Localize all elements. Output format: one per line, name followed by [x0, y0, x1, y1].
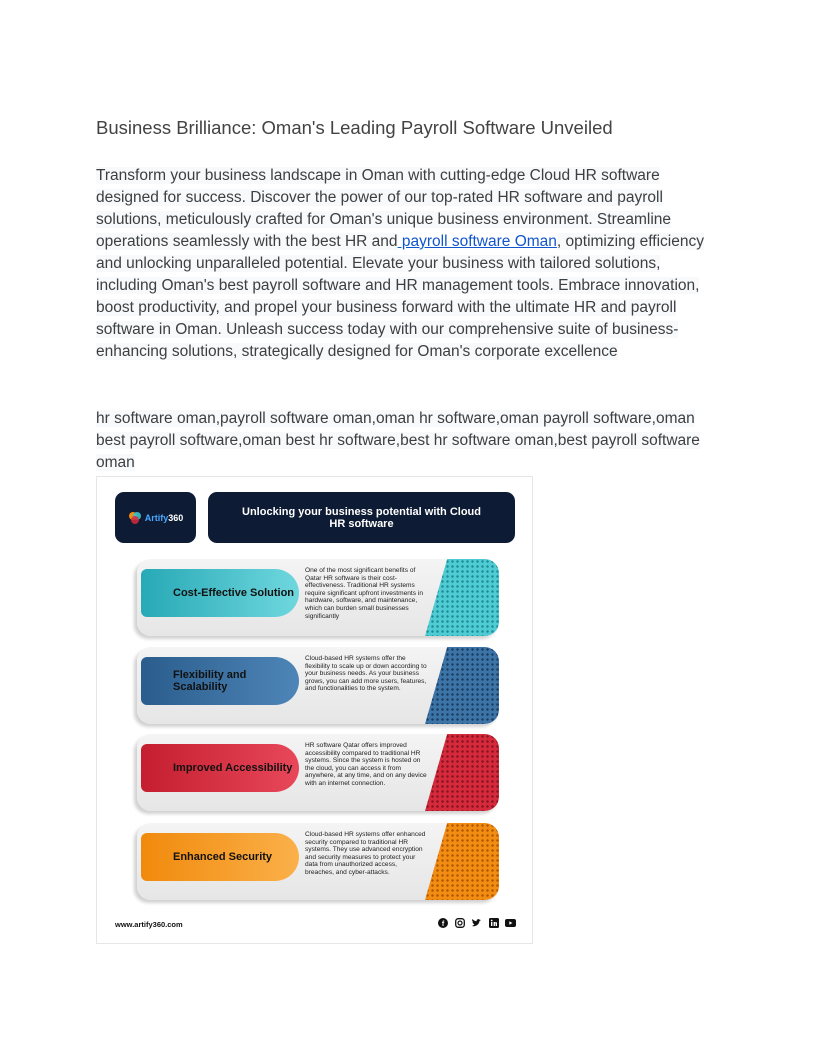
card-heading-pill: [141, 569, 299, 617]
card-heading-pill: [141, 744, 299, 792]
card-cost-effective: [137, 559, 499, 636]
svg-text:f: f: [441, 920, 444, 928]
card-heading: Enhanced Security: [173, 851, 273, 863]
footer-url: www.artify360.com: [115, 920, 183, 929]
instagram-icon: [454, 917, 465, 928]
social-icons: [437, 917, 516, 928]
logo-prefix: Artify: [144, 512, 169, 523]
card-heading: Flexibility and Scalability: [173, 669, 247, 693]
facebook-icon: [437, 917, 448, 928]
dotted-swatch: [425, 823, 499, 900]
card-heading: Improved Accessibility: [173, 762, 293, 774]
banner-text: Unlocking your business potential with Cloud HR software: [242, 505, 481, 530]
youtube-icon: [505, 917, 516, 928]
keywords-paragraph: [96, 408, 726, 474]
dotted-swatch: [425, 734, 499, 811]
card-description: HR software Qatar offers improved accessibility compared to traditional HR systems. Since the system is hosted on the cloud, you can access it from anywhere, at any time, and on any device with an internet connection.: [305, 742, 427, 787]
card-description: Cloud-based HR systems offer enhanced security compared to traditional HR systems. They use advanced encryption and security measures to protect your data from unauthorized access, breaches, and cyber-attacks.: [305, 831, 426, 876]
card-heading-pill: [141, 657, 299, 705]
card-accessibility: [137, 734, 499, 811]
artify360-logo: [115, 492, 196, 543]
card-heading-pill: [141, 833, 299, 881]
card-heading: Cost-Effective Solution: [173, 587, 295, 599]
logo-swirl-icon: [128, 511, 142, 525]
dotted-swatch: [425, 559, 499, 636]
dotted-swatch: [425, 647, 499, 724]
card-flexibility: [137, 647, 499, 724]
card-description: Cloud-based HR systems offer the flexibility to scale up or down according to your business needs. As your business grows, you can add more users, features, and functionalities to the system.: [305, 655, 427, 693]
infographic-banner: [208, 492, 515, 543]
page-title: Business Brilliance: Oman's Leading Payroll Software Unveiled: [96, 117, 613, 138]
twitter-icon: [471, 917, 482, 928]
card-security: [137, 823, 499, 900]
intro-text-start: Transform your business landscape in Oman with cutting-edge Cloud HR software designed for success. Discover the power of our top-rated HR software and payroll solutions, meticulously crafted for Oman's unique business environment. Streamline operations seamlessly with the best HR and: [96, 167, 672, 250]
payroll-software-oman-link[interactable]: payroll software Oman: [397, 233, 557, 250]
infographic-image: [96, 476, 533, 944]
linkedin-icon: [488, 917, 499, 928]
intro-text-end: , optimizing efficiency and unlocking unparalleled potential. Elevate your business with tailored solutions, including Oman's best payroll software and HR management tools. Embrace innovation, boost productivity, and propel your business forward with the ultimate HR and payroll software in Oman. Unleash success today with our comprehensive suite of business-enhancing solutions, strategically designed for Oman's corporate excellence: [96, 233, 704, 360]
keywords-text: hr software oman,payroll software oman,oman hr software,oman payroll software,oman best payroll software,oman best hr software,best hr software oman,best payroll software oman: [96, 410, 700, 471]
intro-paragraph: [96, 165, 720, 363]
logo-suffix: 360: [168, 512, 184, 523]
card-description: One of the most significant benefits of Qatar HR software is their cost-effectiveness. Traditional HR systems require significant upfront investments in hardware, software, and maintenance, which can burden small businesses significantly: [305, 567, 424, 620]
